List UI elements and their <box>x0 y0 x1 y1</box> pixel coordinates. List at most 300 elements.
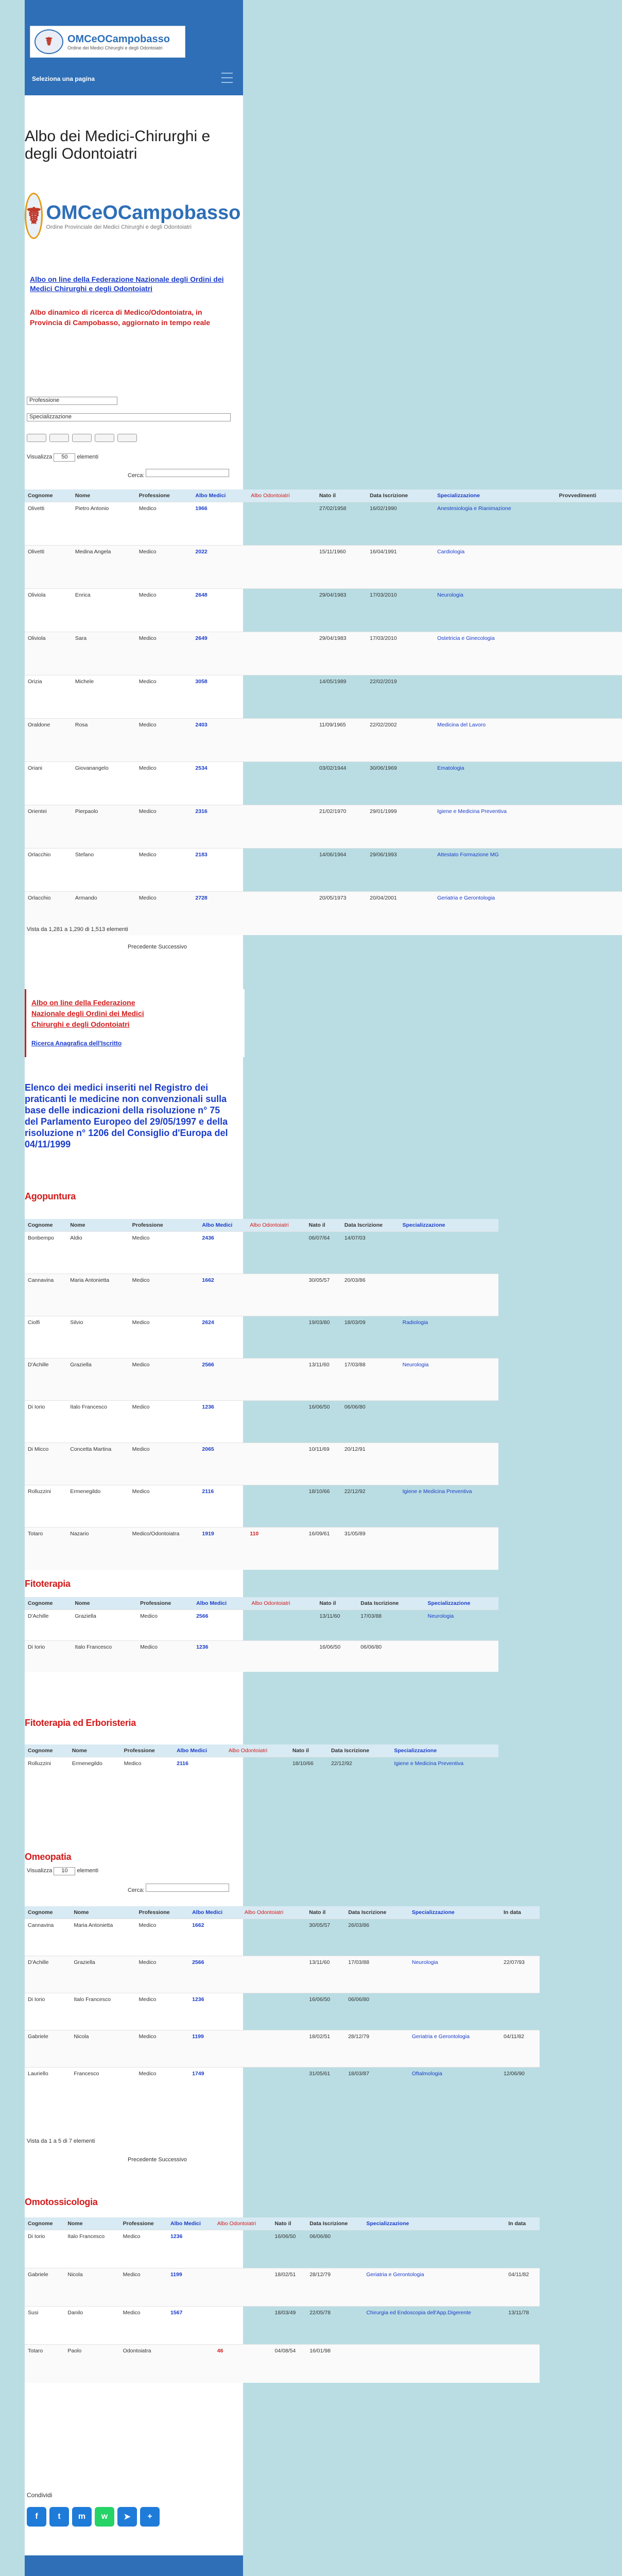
table-cell: 17/03/88 <box>345 1956 409 1993</box>
table-row <box>25 1641 498 1672</box>
table-cell <box>248 1610 316 1641</box>
table-cell: Medico <box>136 1993 189 2030</box>
table-cell: 20/12/91 <box>341 1443 400 1485</box>
column-header[interactable]: Cognome <box>25 2217 64 2230</box>
table-cell: 06/06/80 <box>345 1993 409 2030</box>
table-cell: Nicola <box>71 2030 135 2067</box>
table-row <box>25 1485 498 1528</box>
table-cell: D'Achille <box>25 1359 67 1401</box>
table-row <box>25 546 622 589</box>
table-cell <box>248 546 316 589</box>
column-header[interactable]: Specializzazione <box>409 1906 500 1919</box>
table-row <box>25 1757 498 1793</box>
omeopatia-search: Cerca: <box>128 1884 229 1893</box>
table-cell: Rolluzzini <box>25 1485 67 1528</box>
table-cell: 1662 <box>189 1919 241 1956</box>
table-cell <box>556 502 622 546</box>
column-header[interactable]: Nome <box>72 489 136 502</box>
table-cell: D'Achille <box>25 1956 71 1993</box>
omotossicologia-table <box>25 2217 540 2383</box>
table-cell <box>556 719 622 762</box>
table-cell: Medico <box>136 675 193 719</box>
table-cell: 29/04/1983 <box>316 589 367 632</box>
table-cell: Giovanangelo <box>72 762 136 805</box>
table-cell: Sara <box>72 632 136 675</box>
table-cell <box>241 1956 306 1993</box>
table-cell: Italo Francesco <box>67 1401 129 1443</box>
table-cell: 1919 <box>199 1528 247 1570</box>
table-cell: 17/03/88 <box>357 1610 424 1641</box>
column-header[interactable]: Data Iscrizione <box>367 489 434 502</box>
column-header[interactable]: Professione <box>136 489 193 502</box>
column-header[interactable]: In data <box>505 2217 540 2230</box>
table-cell: 17/03/2010 <box>367 632 434 675</box>
table-cell <box>400 1232 498 1274</box>
table-cell: Oriani <box>25 762 72 805</box>
next-page-button[interactable]: Successivo <box>158 944 187 950</box>
table-cell <box>400 1274 498 1316</box>
column-header[interactable]: Nome <box>69 1744 121 1757</box>
search-input[interactable] <box>146 469 229 477</box>
main-table-info: Vista da 1,281 a 1,290 di 1,513 elementi <box>27 926 128 933</box>
table-cell: 14/07/03 <box>341 1232 400 1274</box>
table-cell: 17/03/88 <box>341 1359 400 1401</box>
table-cell <box>409 1919 500 1956</box>
table-cell: Orizia <box>25 675 72 719</box>
prev-page-button[interactable]: Precedente <box>128 944 157 950</box>
table-cell: 16/02/1990 <box>367 502 434 546</box>
column-header[interactable]: Specializzazione <box>400 1219 498 1232</box>
table-row <box>25 1443 498 1485</box>
table-cell <box>248 849 316 892</box>
table-cell: Di Micco <box>25 1443 67 1485</box>
omeopatia-length-select[interactable]: 10 <box>54 1867 75 1875</box>
table-cell: 20/04/2001 <box>367 892 434 935</box>
table-cell <box>241 2030 306 2067</box>
table-cell: 28/12/79 <box>345 2030 409 2067</box>
table-cell <box>247 1359 305 1401</box>
table-cell <box>248 805 316 849</box>
table-cell <box>248 892 316 935</box>
table-cell: 20/03/86 <box>341 1274 400 1316</box>
column-header[interactable]: Specializzazione <box>391 1744 498 1757</box>
table-cell: Neurologia <box>400 1359 498 1401</box>
professione-select[interactable]: Professione <box>27 397 117 405</box>
table-cell <box>247 1485 305 1528</box>
table-row <box>25 2307 540 2345</box>
column-header[interactable]: Albo Medici <box>193 1597 248 1610</box>
table-cell: Armando <box>72 892 136 935</box>
column-header[interactable]: Provvedimenti <box>556 489 622 502</box>
table-cell: 28/12/79 <box>306 2268 363 2307</box>
table-row <box>25 589 622 632</box>
table-cell: Medico <box>137 1641 193 1672</box>
column-header[interactable]: Nato il <box>289 1744 328 1757</box>
print-button[interactable] <box>117 434 137 442</box>
table-cell: Totaro <box>25 2345 64 2383</box>
table-cell: 1199 <box>167 2268 214 2307</box>
table-cell: Silvio <box>67 1316 129 1359</box>
table-cell: Medico <box>121 1757 174 1793</box>
content-column <box>25 0 597 2576</box>
table-cell: Orlacchio <box>25 892 72 935</box>
omeopatia-prev-button[interactable]: Precedente <box>128 2157 157 2163</box>
table-cell: 13/11/78 <box>505 2307 540 2345</box>
table-row <box>25 2030 540 2067</box>
table-cell: 2648 <box>192 589 248 632</box>
table-cell <box>247 1401 305 1443</box>
table-cell: Medico <box>120 2307 167 2345</box>
logo-title: OMCeOCampobasso <box>67 33 170 45</box>
logo-subtitle: Ordine dei Medici Chirurghi e degli Odontoiatri <box>67 45 163 50</box>
table-cell: 1966 <box>192 502 248 546</box>
table-cell: 18/10/66 <box>306 1485 341 1528</box>
table-cell: 2183 <box>192 849 248 892</box>
fitoterapia-title: Fitoterapia <box>25 1579 71 1589</box>
main-table-wrap <box>25 489 597 935</box>
table-cell: Ermenegildo <box>69 1757 121 1793</box>
agopuntura-title: Agopuntura <box>25 1191 76 1201</box>
table-cell: 2116 <box>199 1485 247 1528</box>
page-title: Albo dei Medici-Chirurghi e degli Odontoiatri <box>25 128 211 162</box>
table-cell: 1236 <box>189 1993 241 2030</box>
table-cell: Geriatria e Gerontologia <box>363 2268 505 2307</box>
table-cell: 16/04/1991 <box>367 546 434 589</box>
menu-icon[interactable] <box>221 73 233 83</box>
column-header[interactable]: Professione <box>120 2217 167 2230</box>
table-cell <box>400 1528 498 1570</box>
agopuntura-table-wrap <box>25 1219 472 1570</box>
table-cell: 16/06/50 <box>306 1993 345 2030</box>
table-cell <box>226 1757 289 1793</box>
column-header[interactable]: Data Iscrizione <box>341 1219 400 1232</box>
table-cell <box>214 2230 272 2268</box>
table-cell: Medico <box>136 589 193 632</box>
column-header[interactable]: Albo Odontoiatri <box>214 2217 272 2230</box>
table-cell: 18/02/51 <box>306 2030 345 2067</box>
table-cell: Medico <box>120 2230 167 2268</box>
table-cell: Di Iorio <box>25 1993 71 2030</box>
table-cell: 1236 <box>199 1401 247 1443</box>
column-header[interactable]: Professione <box>136 1906 189 1919</box>
big-logo-subtitle: Ordine Provinciale dei Medici Chirurghi e degli Odontoiatri <box>46 224 192 230</box>
table-cell: 2116 <box>174 1757 226 1793</box>
table-cell: Geriatria e Gerontologia <box>434 892 556 935</box>
table-cell <box>400 1443 498 1485</box>
table-cell: Francesco <box>71 2067 135 2105</box>
table-cell: Medico <box>136 502 193 546</box>
registry-heading: Elenco dei medici inseriti nel Registro dei praticanti le medicine non convenzionali sulla base delle indicazioni della risoluzione n° 75 del Parlamento Europeo del 29/05/1997 e della risoluzione n° 1206 del Consiglio d'Europa del 04/11/1999 <box>25 1082 228 1149</box>
column-header[interactable]: Albo Odontoiatri <box>247 1219 305 1232</box>
table-cell <box>248 1641 316 1672</box>
ricerca-anagrafica-link[interactable]: Ricerca Anagrafica dell'Iscritto <box>31 1040 122 1047</box>
column-header[interactable]: Nato il <box>272 2217 307 2230</box>
whatsapp-share-icon[interactable]: w <box>95 2507 114 2527</box>
column-header[interactable]: Data Iscrizione <box>345 1906 409 1919</box>
table-cell: Attestato Formazione MG <box>434 849 556 892</box>
table-row <box>25 2268 540 2307</box>
table-cell: Medico <box>137 1610 193 1641</box>
table-cell: 26/03/86 <box>345 1919 409 1956</box>
fitoterapia-table <box>25 1597 498 1672</box>
table-row <box>25 1528 498 1570</box>
table-cell: 27/02/1958 <box>316 502 367 546</box>
messenger-share-icon[interactable]: m <box>72 2507 92 2527</box>
telegram-share-icon[interactable]: ➤ <box>117 2507 137 2527</box>
table-cell: Di Iorio <box>25 1401 67 1443</box>
column-header[interactable]: Specializzazione <box>363 2217 505 2230</box>
table-cell: Medina Angela <box>72 546 136 589</box>
table-cell: Medico <box>129 1485 199 1528</box>
fnomceo-box <box>25 989 245 1057</box>
table-cell: 2316 <box>192 805 248 849</box>
table-cell: Medico/Odontoiatra <box>129 1528 199 1570</box>
site-header <box>25 0 243 95</box>
column-header[interactable]: Nome <box>72 1597 137 1610</box>
table-cell: Ciolfi <box>25 1316 67 1359</box>
twitter-share-icon[interactable]: t <box>49 2507 69 2527</box>
table-cell <box>214 2307 272 2345</box>
table-cell: 29/06/1993 <box>367 849 434 892</box>
column-header[interactable]: Albo Odontoiatri <box>241 1906 306 1919</box>
table-row <box>25 1316 498 1359</box>
table-cell <box>248 502 316 546</box>
column-header[interactable]: Data Iscrizione <box>306 2217 363 2230</box>
column-header[interactable]: Nome <box>71 1906 135 1919</box>
fitoterapia-table-wrap <box>25 1597 471 1672</box>
omeopatia-next-button[interactable]: Successivo <box>158 2157 187 2163</box>
table-cell: Neurologia <box>434 589 556 632</box>
column-header[interactable]: Albo Odontoiatri <box>226 1744 289 1757</box>
fnomceo-link-2[interactable]: Albo on line della Federazione Nazionale degli Ordini dei Medici Chirurghi e degli Odontoiatri <box>31 998 144 1028</box>
table-row <box>25 1919 540 1956</box>
table-cell <box>241 1919 306 1956</box>
table-cell: Neurologia <box>424 1610 498 1641</box>
table-cell: Oftalmologia <box>409 2067 500 2105</box>
table-cell: 16/09/61 <box>306 1528 341 1570</box>
column-header[interactable]: Data Iscrizione <box>357 1597 424 1610</box>
column-header[interactable]: Cognome <box>25 1906 71 1919</box>
column-header[interactable]: Nato il <box>306 1906 345 1919</box>
table-cell: Cardiologia <box>434 546 556 589</box>
omotossicologia-title: Omotossicologia <box>25 2197 98 2207</box>
select-page-dropdown[interactable]: Seleziona una pagina <box>32 75 95 82</box>
fito-erbo-table <box>25 1744 498 1793</box>
table-row <box>25 1956 540 1993</box>
table-cell: Pietro Antonio <box>72 502 136 546</box>
table-cell: Medico <box>136 849 193 892</box>
table-cell: Olivetti <box>25 502 72 546</box>
table-cell <box>248 762 316 805</box>
table-row <box>25 2345 540 2383</box>
table-cell <box>248 675 316 719</box>
column-header[interactable]: Albo Odontoiatri <box>248 1597 316 1610</box>
table-cell <box>167 2345 214 2383</box>
facebook-share-icon[interactable]: f <box>27 2507 46 2527</box>
table-cell: Ematologia <box>434 762 556 805</box>
table-cell: 18/10/66 <box>289 1757 328 1793</box>
table-cell: 18/03/87 <box>345 2067 409 2105</box>
table-cell: 29/04/1983 <box>316 632 367 675</box>
table-row <box>25 2230 540 2268</box>
column-header[interactable]: Albo Medici <box>199 1219 247 1232</box>
excel-button[interactable] <box>72 434 92 442</box>
table-cell <box>248 632 316 675</box>
table-cell: 18/02/51 <box>272 2268 307 2307</box>
table-cell: 2566 <box>193 1610 248 1641</box>
table-cell: Medico <box>136 805 193 849</box>
fito-erbo-table-wrap <box>25 1744 464 1793</box>
table-cell: 22/02/2002 <box>367 719 434 762</box>
column-header[interactable]: Specializzazione <box>424 1597 498 1610</box>
column-header[interactable]: Albo Medici <box>192 489 248 502</box>
table-cell: Igiene e Medicina Preventiva <box>400 1485 498 1528</box>
table-cell: Stefano <box>72 849 136 892</box>
column-header[interactable]: Albo Medici <box>189 1906 241 1919</box>
table-cell: 2566 <box>189 1956 241 1993</box>
table-cell <box>424 1641 498 1672</box>
table-row <box>25 1232 498 1274</box>
table-cell: Anestesiologia e Rianimazione <box>434 502 556 546</box>
table-cell <box>505 2345 540 2383</box>
table-cell <box>248 719 316 762</box>
table-cell: Geriatria e Gerontologia <box>409 2030 500 2067</box>
table-cell: 06/07/64 <box>306 1232 341 1274</box>
table-cell: 22/12/92 <box>328 1757 391 1793</box>
table-cell: Pierpaolo <box>72 805 136 849</box>
more-share-icon[interactable]: + <box>140 2507 160 2527</box>
table-row <box>25 1359 498 1401</box>
table-cell: 30/06/1969 <box>367 762 434 805</box>
table-cell: Nazario <box>67 1528 129 1570</box>
pagination <box>128 944 187 950</box>
table-cell <box>434 675 556 719</box>
table-cell: 2624 <box>199 1316 247 1359</box>
table-row <box>25 2067 540 2105</box>
column-header[interactable]: Professione <box>121 1744 174 1757</box>
table-cell: 1567 <box>167 2307 214 2345</box>
table-cell: Chirurgia ed Endoscopia dell'App.Digerente <box>363 2307 505 2345</box>
table-cell: Medico <box>129 1443 199 1485</box>
table-cell: 2436 <box>199 1232 247 1274</box>
table-cell: Rolluzzini <box>25 1757 69 1793</box>
column-header[interactable]: Professione <box>137 1597 193 1610</box>
column-header[interactable]: Cognome <box>25 1744 69 1757</box>
table-cell: Oliviola <box>25 589 72 632</box>
omeopatia-search-input[interactable] <box>146 1884 229 1892</box>
table-cell: 2022 <box>192 546 248 589</box>
column-header[interactable]: Albo Odontoiatri <box>248 489 316 502</box>
column-header[interactable]: Nome <box>67 1219 129 1232</box>
table-cell: Gabriele <box>25 2268 64 2307</box>
table-cell: Totaro <box>25 1528 67 1570</box>
table-cell: Danilo <box>64 2307 119 2345</box>
table-cell <box>500 1919 540 1956</box>
table-cell: 16/06/50 <box>306 1401 341 1443</box>
column-header[interactable]: Albo Medici <box>174 1744 226 1757</box>
table-cell: 21/02/1970 <box>316 805 367 849</box>
table-cell: 1236 <box>167 2230 214 2268</box>
table-cell: Italo Francesco <box>72 1641 137 1672</box>
table-row <box>25 1610 498 1641</box>
table-cell <box>505 2230 540 2268</box>
table-cell: Medico <box>129 1401 199 1443</box>
table-cell: Bonbempo <box>25 1232 67 1274</box>
table-cell: 22/02/2019 <box>367 675 434 719</box>
column-header[interactable]: Albo Medici <box>167 2217 214 2230</box>
table-cell: 06/06/80 <box>306 2230 363 2268</box>
column-header[interactable]: Nato il <box>316 1597 357 1610</box>
column-header[interactable]: Nome <box>64 2217 119 2230</box>
copy-button[interactable] <box>27 434 46 442</box>
table-cell: 2534 <box>192 762 248 805</box>
table-cell: 1236 <box>193 1641 248 1672</box>
column-header[interactable]: Nato il <box>306 1219 341 1232</box>
table-cell: Odontoiatra <box>120 2345 167 2383</box>
table-cell: Medico <box>120 2268 167 2307</box>
column-header[interactable]: Cognome <box>25 1219 67 1232</box>
fito-erbo-title: Fitoterapia ed Erboristeria <box>25 1718 136 1728</box>
omeopatia-table <box>25 1906 540 2105</box>
table-cell: Radiologia <box>400 1316 498 1359</box>
table-cell: Medico <box>136 762 193 805</box>
column-header[interactable]: Cognome <box>25 1597 72 1610</box>
table-cell: 22/12/92 <box>341 1485 400 1528</box>
column-header[interactable]: In data <box>500 1906 540 1919</box>
pdf-button[interactable] <box>95 434 114 442</box>
table-cell <box>556 632 622 675</box>
column-header[interactable]: Cognome <box>25 489 72 502</box>
table-cell: Medico <box>129 1232 199 1274</box>
table-cell: 13/11/60 <box>306 1956 345 1993</box>
specializzazione-select[interactable]: Specializzazione <box>27 413 231 421</box>
table-cell: Olivetti <box>25 546 72 589</box>
table-cell: Medico <box>136 2067 189 2105</box>
column-header[interactable]: Nato il <box>316 489 367 502</box>
table-row <box>25 675 622 719</box>
table-cell: Lauriello <box>25 2067 71 2105</box>
csv-button[interactable] <box>49 434 69 442</box>
table-cell <box>241 1993 306 2030</box>
site-logo[interactable] <box>30 26 185 58</box>
table-cell: Maria Antonietta <box>67 1274 129 1316</box>
table-cell <box>247 1316 305 1359</box>
page-length-select[interactable]: 50 <box>54 453 75 462</box>
table-cell: Maria Antonietta <box>71 1919 135 1956</box>
table-cell <box>241 2067 306 2105</box>
table-cell: Oliviola <box>25 632 72 675</box>
table-cell: Enrica <box>72 589 136 632</box>
table-cell <box>556 675 622 719</box>
table-cell <box>400 1401 498 1443</box>
table-cell: 04/08/54 <box>272 2345 307 2383</box>
column-header[interactable]: Specializzazione <box>434 489 556 502</box>
column-header[interactable]: Professione <box>129 1219 199 1232</box>
table-cell <box>556 546 622 589</box>
table-cell <box>363 2345 505 2383</box>
column-header[interactable]: Data Iscrizione <box>328 1744 391 1757</box>
table-cell <box>500 1993 540 2030</box>
table-cell <box>247 1274 305 1316</box>
table-cell: 16/06/50 <box>316 1641 357 1672</box>
caduceus-icon: ☤ <box>34 29 63 54</box>
table-cell: 2728 <box>192 892 248 935</box>
table-cell <box>409 1993 500 2030</box>
table-cell: 110 <box>247 1528 305 1570</box>
dynamic-search-heading: Albo dinamico di ricerca di Medico/Odontoiatra, in Provincia di Campobasso, aggiornato in tempo reale <box>30 308 211 327</box>
fnomceo-link[interactable]: Albo on line della Federazione Nazionale degli Ordini dei Medici Chirurghi e degli Odontoiatri <box>30 275 224 293</box>
table-cell: 10/11/69 <box>306 1443 341 1485</box>
